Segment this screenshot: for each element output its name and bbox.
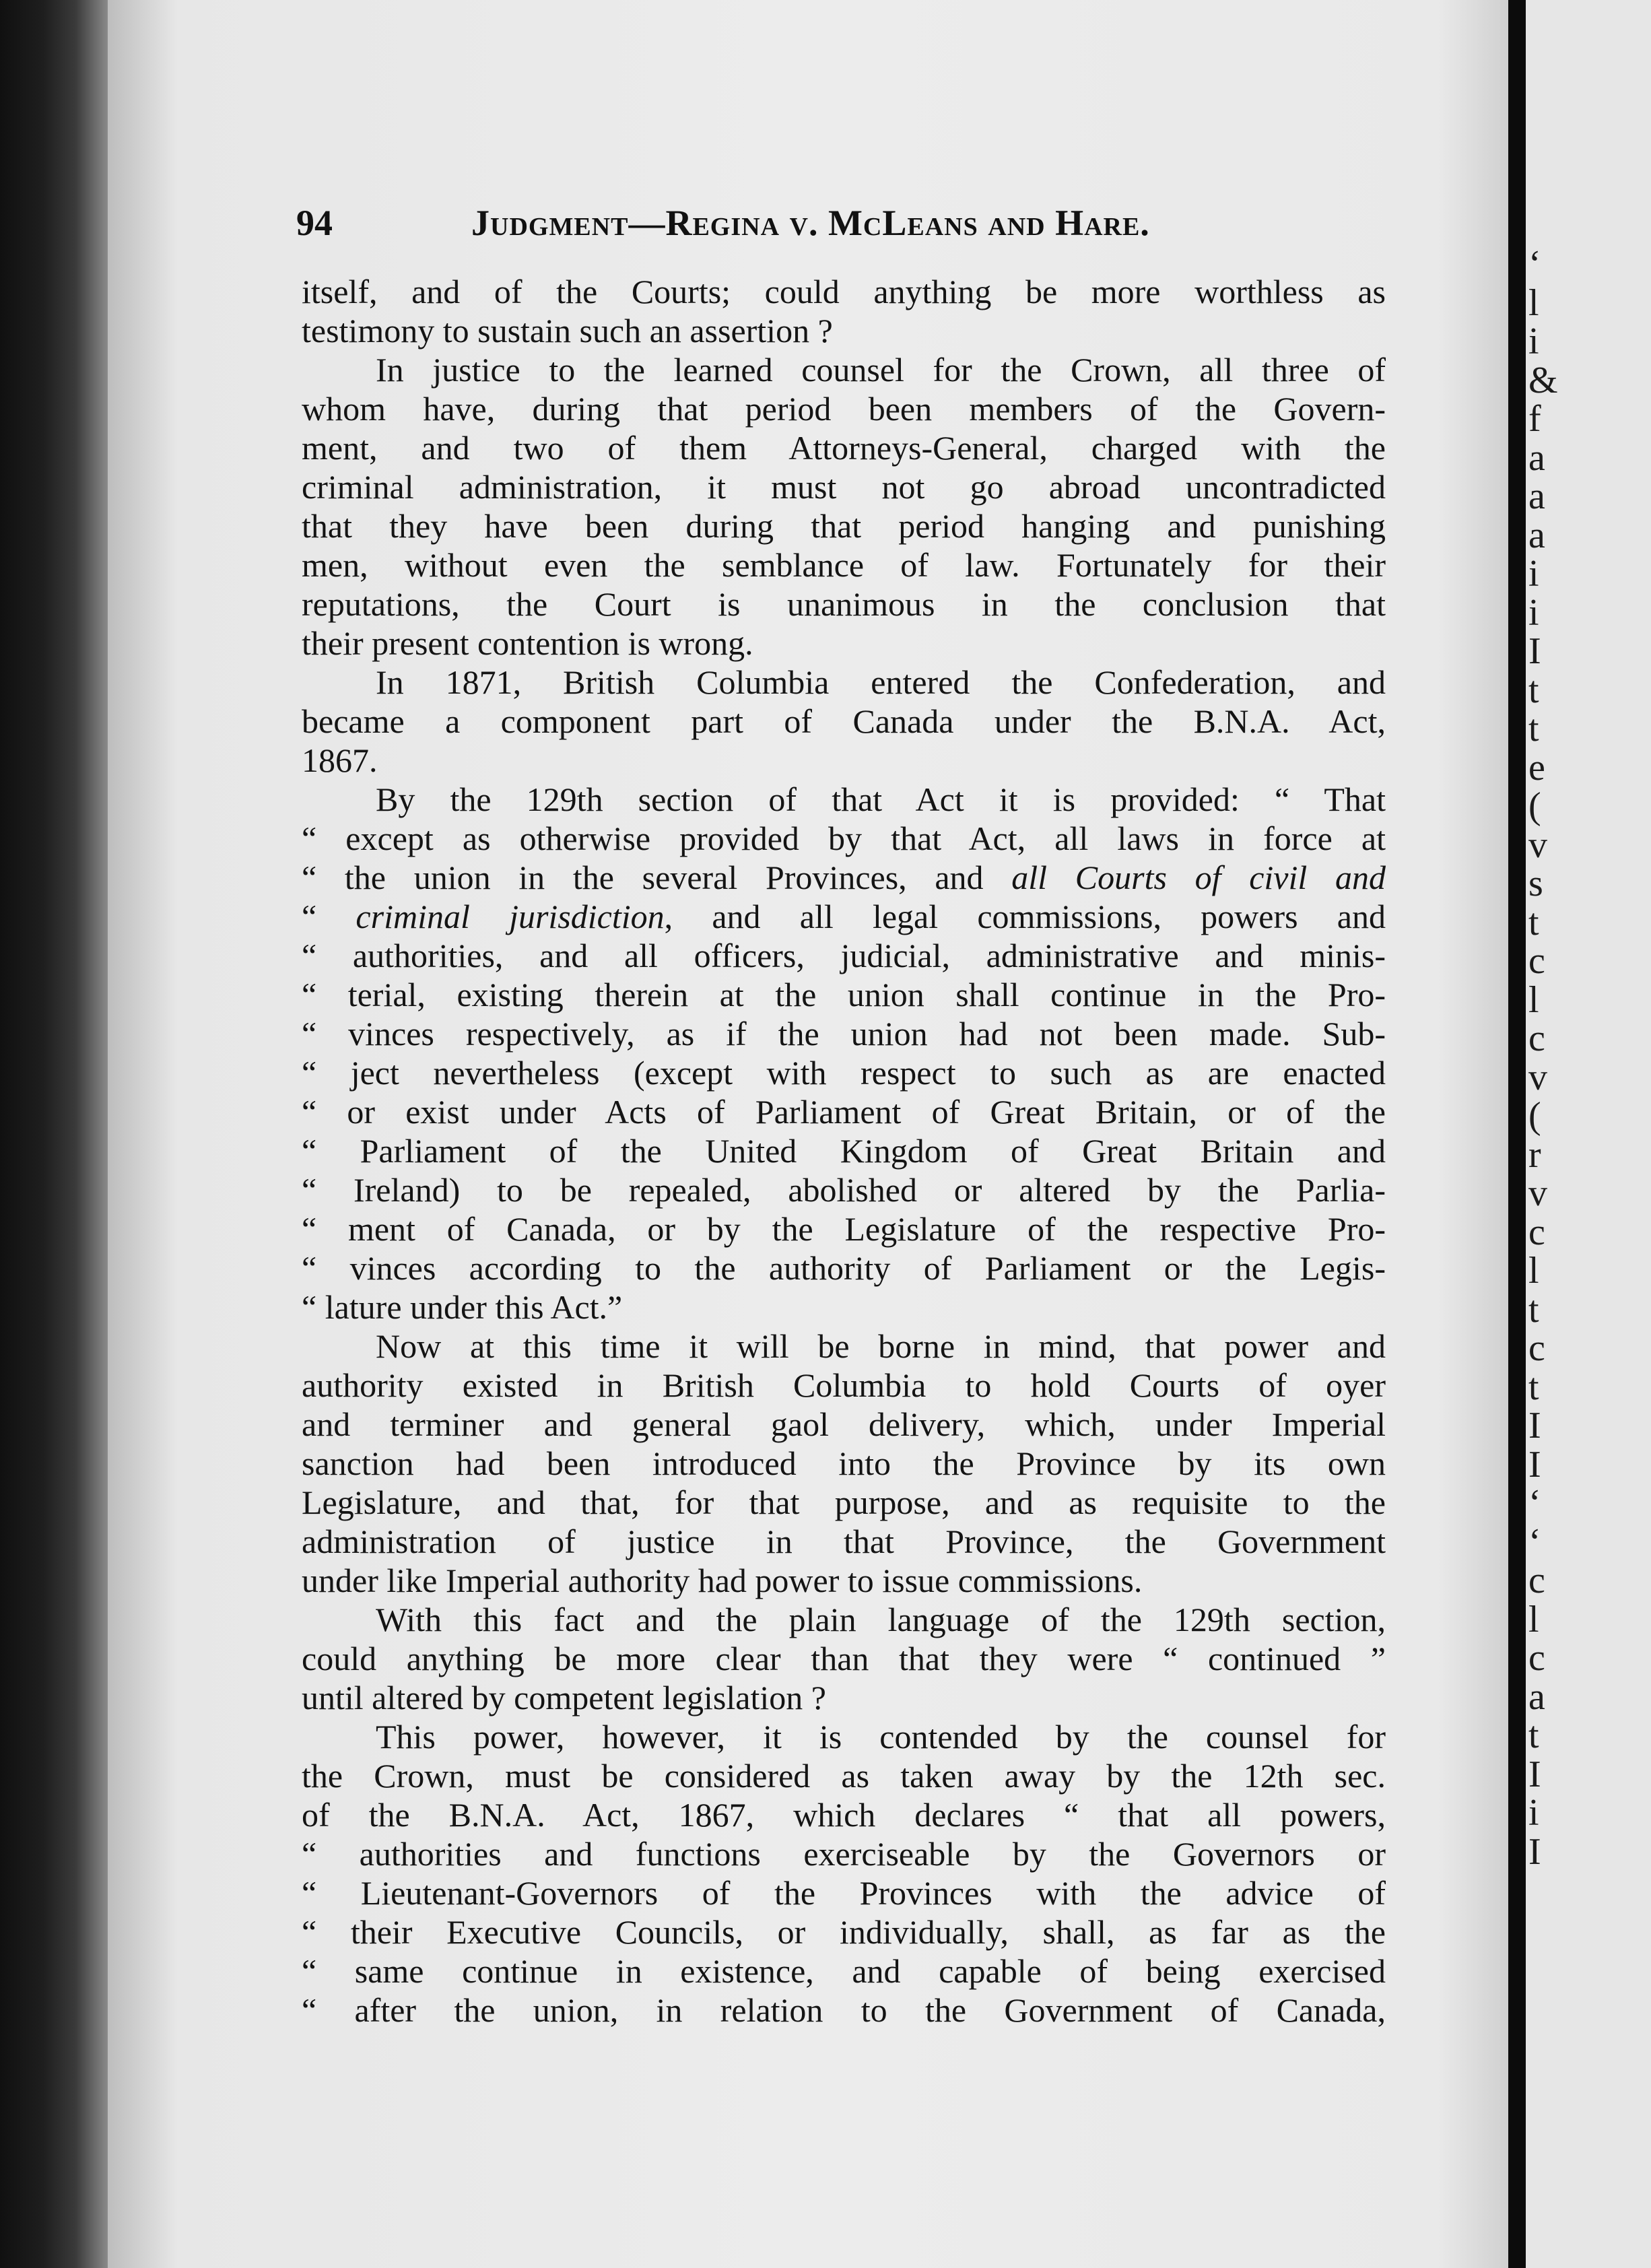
facing-page-fragment: l [1528,281,1539,324]
facing-page-fragment: I [1528,1405,1541,1446]
text-line: and terminer and general gaol delivery, which, under Imperial [302,1405,1386,1443]
text-line: testimony to sustain such an assertion ? [302,312,833,349]
italic-run: all Courts of civil and [1011,859,1386,896]
text-line: itself, and of the Courts; could anything be more worthless as [302,273,1386,310]
text-line: “ except as otherwise provided by that Act, all laws in force at [302,820,1386,857]
text-line: “ authorities and functions exerciseable by the Governors or [302,1835,1386,1873]
text-line: With this fact and the plain language of the 129th section, [376,1601,1386,1638]
facing-page-fragment: c [1528,1018,1545,1059]
facing-page-fragment: ‘ [1528,243,1541,285]
text-line: “ Ireland) to be repealed, abolished or altered by the Parlia- [302,1171,1386,1209]
text-line: “ terial, existing therein at the union shall continue in the Pro- [302,976,1386,1013]
facing-page-fragment: e [1528,746,1545,789]
facing-page-fragment: t [1528,1366,1539,1408]
facing-page-fragment: a [1528,475,1545,517]
facing-page-fragment: ‘ [1528,1521,1541,1563]
facing-page-fragment: i [1528,1792,1539,1834]
facing-page-edge [1526,0,1651,2268]
facing-page-fragment: l [1528,1598,1539,1640]
facing-page-fragment: i [1528,321,1539,362]
text-line: the Crown, must be considered as taken away by the 12th sec. [302,1757,1386,1795]
facing-page-fragment: I [1528,630,1541,672]
facing-page-fragment: i [1528,553,1539,595]
facing-page-fragment: a [1528,514,1545,556]
facing-page-fragment: a [1528,1675,1545,1718]
text-line: “ same continue in existence, and capable of being exercised [302,1952,1386,1990]
text-line: “ Parliament of the United Kingdom of Great Britain and [302,1132,1386,1170]
facing-page-fragment: ( [1528,1095,1541,1137]
facing-page-fragment: c [1528,940,1545,982]
text-line: “ vinces respectively, as if the union had not been made. Sub- [302,1015,1386,1053]
facing-page-fragment: I [1528,1830,1541,1873]
text-line: Legislature, and that, for that purpose, and as requisite to the [302,1483,1386,1521]
facing-page-fragment: l [1528,978,1539,1021]
text-line: “ authorities, and all officers, judicial, administrative and minis- [302,937,1386,974]
facing-page-fragment: l [1528,1250,1539,1292]
text-line: “ after the union, in relation to the Government of Canada, [302,1991,1386,2029]
text-line: men, without even the semblance of law. Fortunately for their [302,546,1386,584]
facing-page-fragment: f [1528,398,1541,440]
text-run: “ the union in the several Provinces, and [302,859,1012,896]
facing-page-fragment: c [1528,1560,1545,1601]
facing-page-fragment: t [1528,708,1539,749]
facing-page-fragment: t [1528,1288,1539,1331]
facing-page-fragment: r [1528,1133,1541,1176]
text-line: “ ment of Canada, or by the Legislature of the respective Pro- [302,1210,1386,1248]
facing-page-fragment: ( [1528,785,1541,827]
facing-page-fragment: t [1528,901,1539,943]
facing-page-fragment: c [1528,1327,1545,1369]
text-line: until altered by competent legislation ? [302,1679,826,1716]
running-head [296,202,1387,249]
facing-page-fragment: I [1528,1753,1541,1795]
text-line: “ ject nevertheless (except with respect to such as are enacted [302,1054,1386,1092]
text-line: whom have, during that period been members of the Govern- [302,390,1386,428]
text-line: authority existed in British Columbia to hold Courts of oyer [302,1366,1386,1404]
facing-page-fragment: t [1528,1714,1539,1756]
text-line: their present contention is wrong. [302,624,753,662]
book-binding-shadow [0,0,108,2268]
facing-page-fragment: v [1528,824,1547,866]
text-line: 1867. [302,741,378,779]
facing-page-fragment: I [1528,1443,1541,1486]
text-line: could anything be more clear than that they were “ continued ” [302,1640,1386,1677]
running-head-title: Judgment—Regina v. McLeans and Hare. [471,203,1150,243]
facing-page-fragment: v [1528,1172,1547,1214]
text-line: “ or exist under Acts of Parliament of Great Britain, or of the [302,1093,1386,1131]
facing-page-fragment: & [1528,359,1558,401]
text-line: “ vinces according to the authority of Parliament or the Legis- [302,1249,1386,1287]
facing-page-fragment: a [1528,436,1545,479]
text-line [302,858,1386,897]
page-gutter [1508,0,1526,2268]
facing-page-fragment: ‘ [1528,1482,1541,1524]
text-line: of the B.N.A. Act, 1867, which declares “ that all powers, [302,1796,1386,1834]
text-line: “ lature under this Act.” [302,1288,623,1326]
text-line: In 1871, British Columbia entered the Confederation, and [376,663,1386,701]
text-line: ment, and two of them Attorneys-General, charged with the [302,429,1386,467]
text-line: criminal administration, it must not go abroad uncontradicted [302,468,1386,506]
text-line: Now at this time it will be borne in mind, that power and [376,1327,1386,1365]
text-line: administration of justice in that Province, the Government [302,1523,1386,1560]
text-line: that they have been during that period hanging and punishing [302,507,1386,545]
italic-run: criminal jurisdiction [356,898,665,935]
facing-page-fragment: i [1528,591,1539,634]
text-line: became a component part of Canada under the B.N.A. Act, [302,702,1386,740]
text-line: under like Imperial authority had power to issue commissions. [302,1562,1143,1599]
facing-page-fragment: v [1528,1056,1547,1098]
text-run: “ [302,898,356,935]
text-run: , and all legal commissions, powers and [664,898,1386,935]
facing-page-fragment: c [1528,1637,1545,1679]
text-line: “ their Executive Councils, or individually, shall, as far as the [302,1913,1386,1951]
text-line: By the 129th section of that Act it is provided: “ That [376,780,1386,818]
text-line: “ Lieutenant-Governors of the Provinces with the advice of [302,1874,1386,1912]
facing-page-fragment: s [1528,863,1543,904]
facing-page-fragment: c [1528,1211,1545,1253]
text-line: In justice to the learned counsel for the Crown, all three of [376,351,1386,389]
text-line: sanction had been introduced into the Province by its own [302,1444,1386,1482]
body-text [302,272,1386,2030]
text-line: reputations, the Court is unanimous in the conclusion that [302,585,1386,623]
facing-page-fragment: t [1528,669,1539,711]
text-line: This power, however, it is contended by the counsel for [376,1718,1386,1756]
page-number: 94 [296,203,333,243]
text-line [302,897,1386,936]
